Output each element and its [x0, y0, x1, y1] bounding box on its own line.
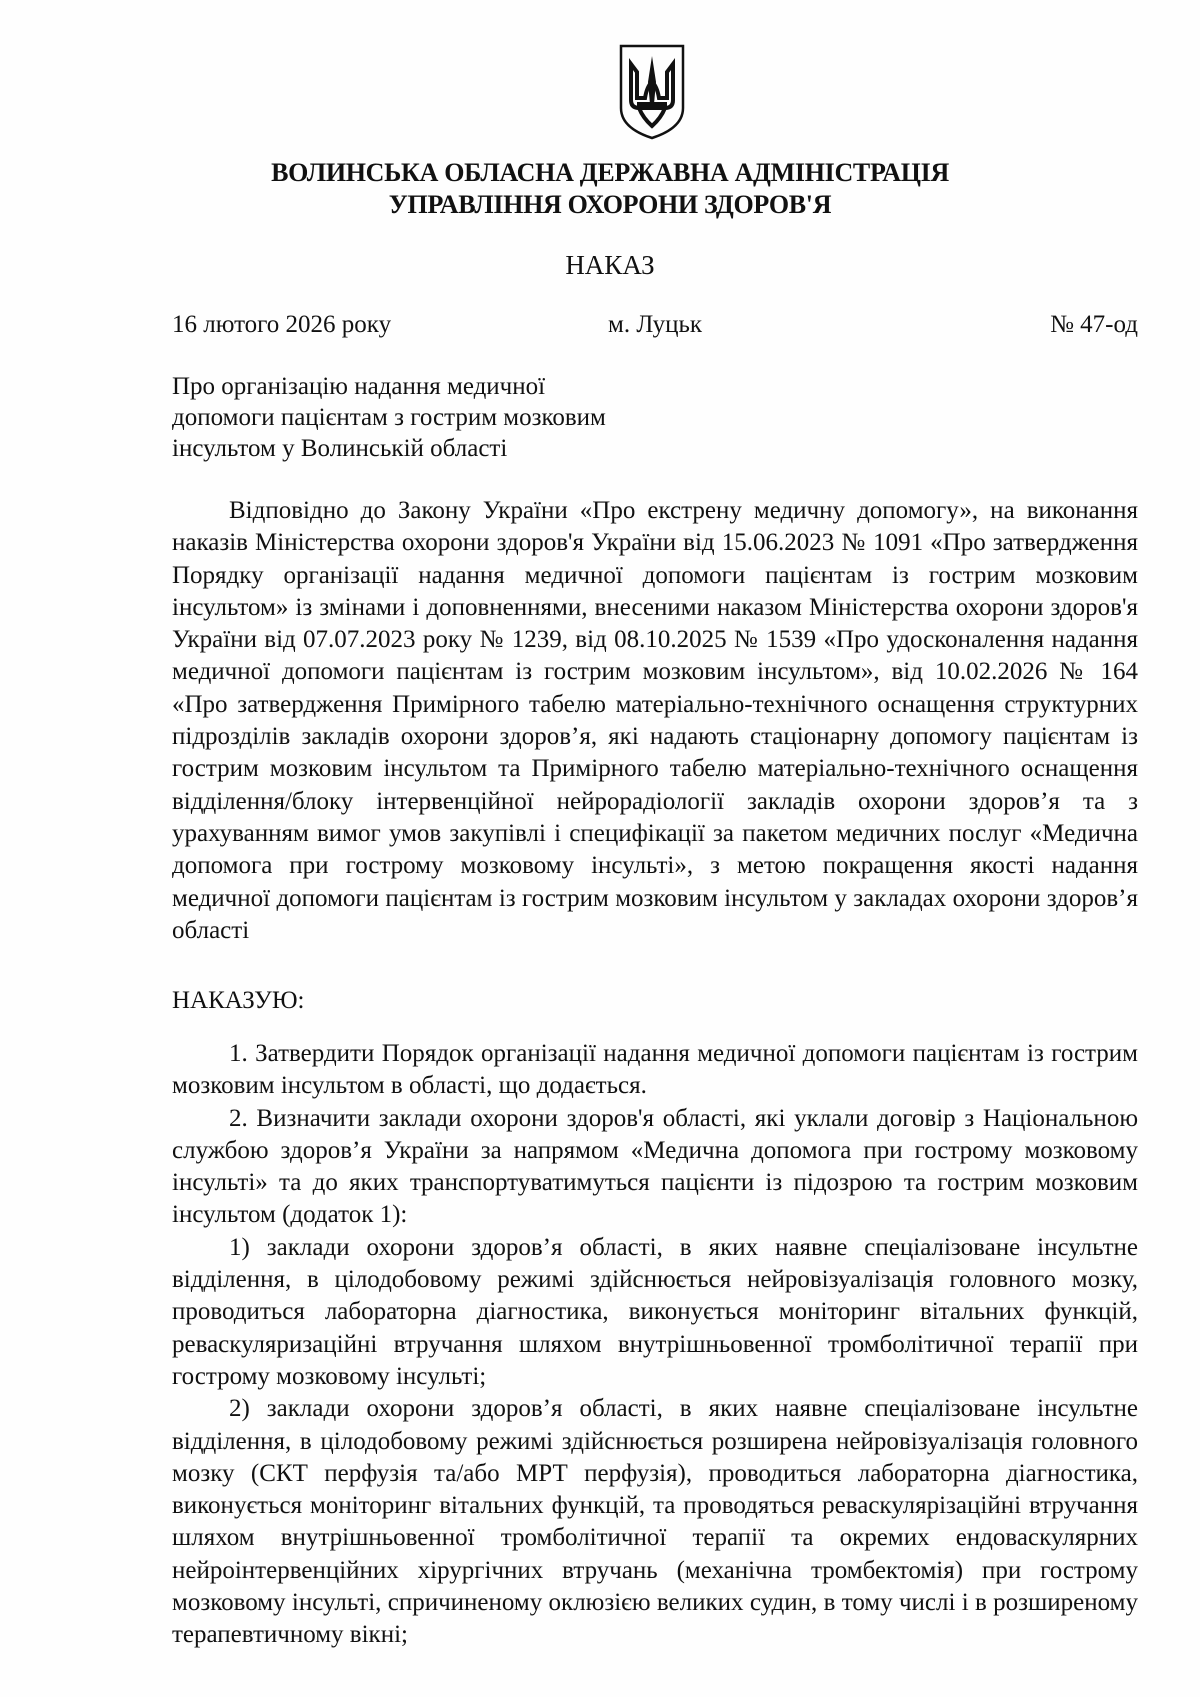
order-number: № 47-од [1050, 311, 1138, 338]
order-items [172, 1038, 1138, 1652]
preamble [172, 495, 1138, 947]
order-date: 16 лютого 2026 року [172, 311, 392, 338]
order-subitem: 1) заклади охорони здоров’я області, в яких наявне спеціалізоване інсультне відділення, в цілодобовому режимі здійснюється нейровізуалізація головного мозку, проводиться лабораторна діагностика, виконується моніторинг вітальних функцій, реваскуляризаційні втручання шляхом внутрішньовенної тромболітичної терапії при гострому мозковому інсульті; [172, 1233, 1138, 1390]
preamble-paragraph: Відповідно до Закону України «Про екстрену медичну допомогу», на виконання наказів Міністерства охорони здоров'я України від 15.06.2023 № 1091 «Про затвердження Порядку організації надання медичної допомоги пацієнтам із гострим мозковим інсультом» із змінами і доповненнями, внесеними наказом Міністерства охорони здоров'я України від 07.07.2023 року № 1239, від 08.10.2025 № 1539 «Про удосконалення надання медичної допомоги пацієнтам із гострим мозковим інсультом», від 10.02.2026 № 164 «Про затвердження Примірного табелю матеріально-технічного оснащення структурних підрозділів закладів охорони здоров’я, які надають стаціонарну допомогу пацієнтам із гострим мозковим інсультом та Примірного табелю матеріально-технічного оснащення відділення/блоку інтервенційної нейрорадіології закладів охорони здоров’я та з урахуванням вимог умов закупівлі і специфікації за пакетом медичних послуг «Медична допомога при гострому мозковому інсульті», з метою покращення якості надання медичної допомоги пацієнтам із гострим мозковим інсультом у закладах охорони здоров’я області [172, 497, 1138, 944]
trident-coat-of-arms-icon [617, 42, 687, 142]
order-heading: НАКАЗУЮ: [172, 987, 305, 1014]
order-subitem: 2) заклади охорони здоров’я області, в яких наявне спеціалізоване інсультне відділення, в цілодобовому режимі здійснюється розширена нейровізуалізація головного мозку (СКТ перфузія та/або МРТ перфузія), проводиться лабораторна діагностика, виконується моніторинг вітальних функцій, та проводяться реваскулярізаційні втручання шляхом внутрішньовенної тромболітичної терапії та окремих ендоваскулярних нейроінтервенційних хірургічних втручань (механічна тромбектомія) при гострому мозковому інсульті, спричиненому оклюзією великих судин, в тому числі і в розширеному терапевтичному вікні; [172, 1395, 1138, 1649]
department-name: УПРАВЛІННЯ ОХОРОНИ ЗДОРОВ'Я [388, 190, 832, 219]
order-item: 2. Визначити заклади охорони здоров'я області, які уклали договір з Національною службою здоров’я України за напрямом «Медична допомога при гострому мозковому інсульті» та до яких транспортуватимуться пацієнти із підозрою та гострим мозковим інсультом (додаток 1): [172, 1104, 1138, 1229]
date-line [172, 309, 1138, 341]
order-subject [172, 371, 606, 464]
order-city: м. Луцьк [608, 311, 703, 338]
document-title: НАКАЗ [565, 250, 655, 280]
order-item: 1. Затвердити Порядок організації надання медичної допомоги пацієнтам із гострим мозковим інсультом в області, що додається. [172, 1040, 1138, 1100]
subject-line: інсультом у Волинській області [172, 435, 508, 462]
subject-line: Про організацію надання медичної [172, 373, 546, 400]
organization-name: ВОЛИНСЬКА ОБЛАСНА ДЕРЖАВНА АДМІНІСТРАЦІЯ [271, 158, 949, 187]
subject-line: допомоги пацієнтам з гострим мозковим [172, 404, 606, 431]
